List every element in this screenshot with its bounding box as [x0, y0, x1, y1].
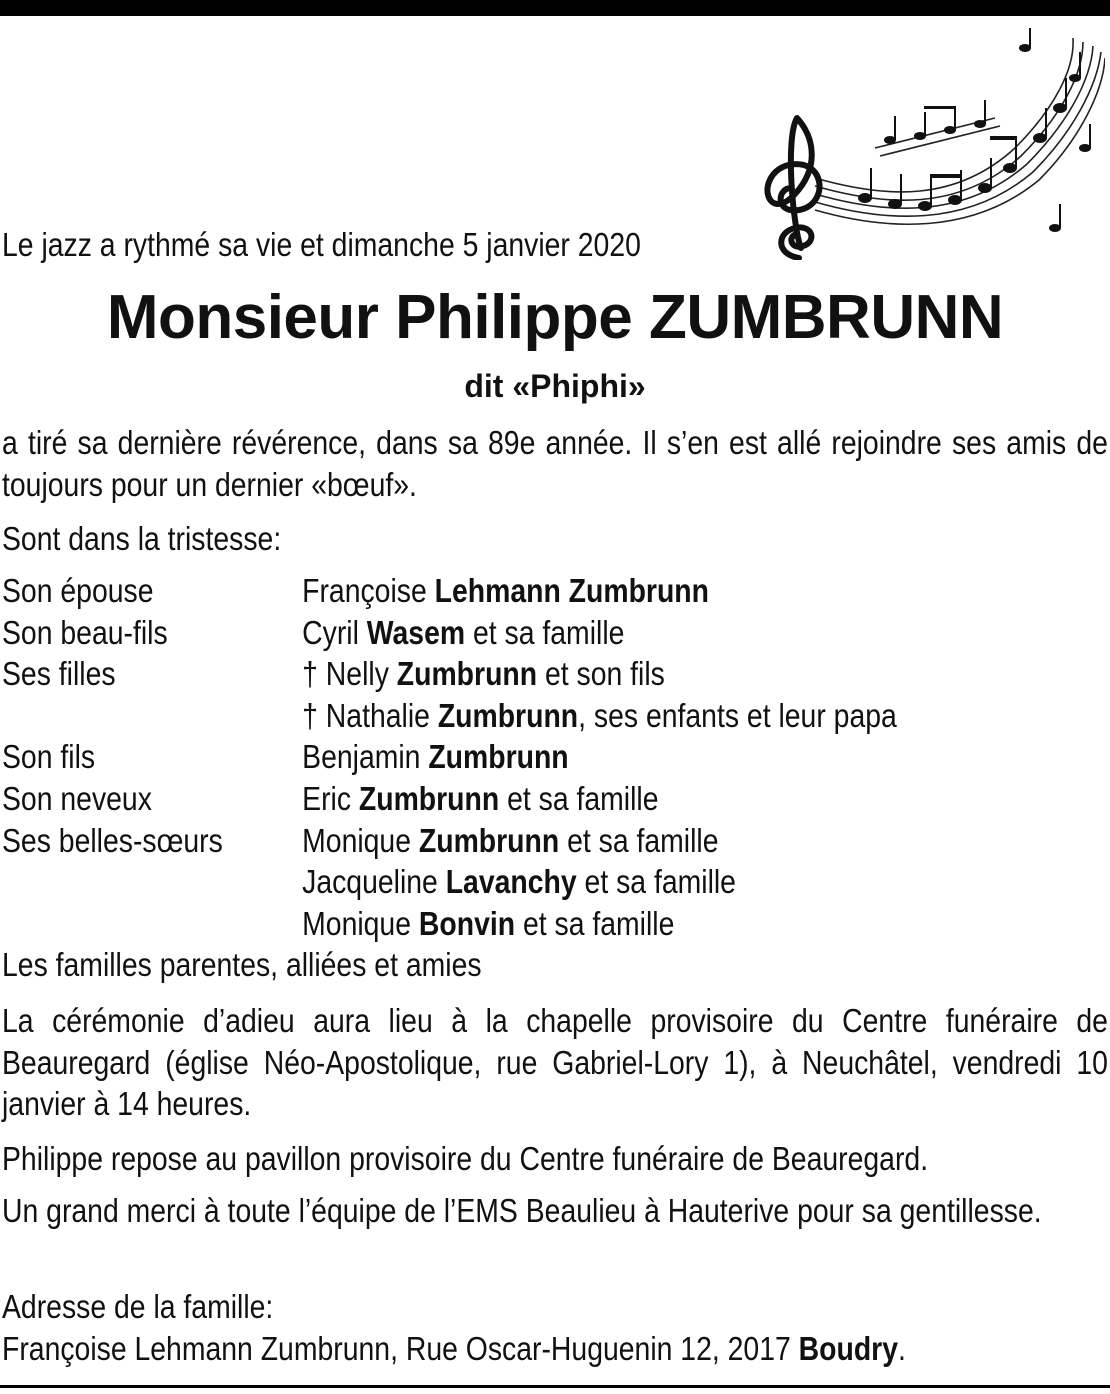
address-label: Adresse de la famille:	[2, 1288, 274, 1325]
deceased-name: Monsieur Philippe ZUMBRUNN	[106, 283, 1004, 352]
family-row: † Nathalie Zumbrunn, ses enfants et leur papa	[302, 696, 897, 734]
mourners-heading: Sont dans la tristesse:	[2, 520, 282, 557]
family-row: Son épouse Françoise Lehmann Zumbrunn	[2, 572, 709, 609]
bottom-rule	[0, 1385, 1110, 1388]
nickname: dit «Phiphi»	[464, 368, 646, 404]
ceremony-paragraph: La cérémonie d’adieu aura lieu à la chapelle provisoire du Centre funéraire de Beauregard (église Néo-Apostolique, rue Gabriel-Lory 1), à Neuchâtel, vendredi 10 janvier à 14 heures.	[2, 1002, 1108, 1122]
families-line: Les familles parentes, alliées et amies	[2, 946, 482, 984]
family-row: Son beau-fils Cyril Wasem et sa famille	[2, 613, 625, 651]
family-row: Jacqueline Lavanchy et sa famille	[302, 863, 736, 901]
address-line: Françoise Lehmann Zumbrunn, Rue Oscar-Huguenin 12, 2017 Boudry.	[2, 1329, 906, 1367]
family-row: Ses belles-sœurs Monique Zumbrunn et sa famille	[2, 821, 719, 859]
announcement-paragraph: a tiré sa dernière révérence, dans sa 89e année. Il s’en est allé rejoindre ses amis de toujours pour un dernier «bœuf».	[2, 424, 1108, 503]
rest-paragraph: Philippe repose au pavillon provisoire du Centre funéraire de Beauregard.	[2, 1140, 929, 1177]
thanks-paragraph: Un grand merci à toute l’équipe de l’EMS Beaulieu à Hauterive pour sa gentillesse.	[2, 1192, 1042, 1229]
family-address	[2, 1286, 1108, 1369]
intro-line: Le jazz a rythmé sa vie et dimanche 5 janvier 2020	[2, 226, 641, 263]
family-row: Son fils Benjamin Zumbrunn	[2, 738, 569, 776]
family-row: Monique Bonvin et sa famille	[302, 904, 675, 942]
family-row: Ses filles † Nelly Zumbrunn et son fils	[2, 655, 665, 693]
top-rule	[0, 0, 1110, 16]
family-list	[2, 570, 897, 986]
family-row: Son neveux Eric Zumbrunn et sa famille	[2, 779, 659, 817]
